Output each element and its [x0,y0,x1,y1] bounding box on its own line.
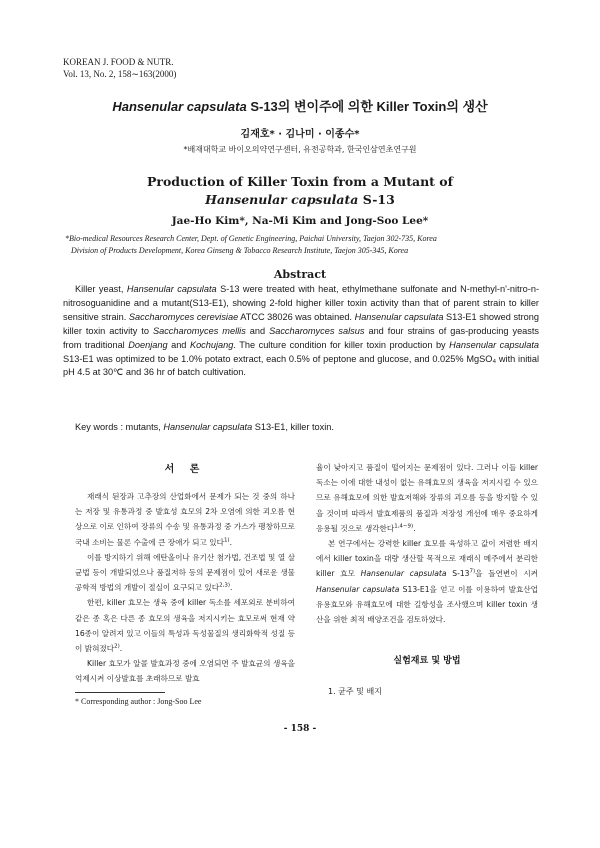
abstract-text: and four strains of gas-producing yeasts from traditional [63,325,540,350]
abstract-species: Hansenular capsulata [449,339,539,350]
keywords-rest: S13-E1, killer toxin. [252,422,334,432]
citation: 2) [114,643,120,650]
affiliation-line2: Division of Products Development, Korea Ginseng & Tobacco Research Institute, Taejon 305-345, Korea [71,246,409,255]
korean-title-rest: S-13의 변이주에 의한 Killer Toxin의 생산 [246,99,488,114]
keywords [63,422,539,432]
methods-heading: 실험재료 및 방법 [393,656,461,667]
abstract-text: ATCC 38026 was obtained. [238,311,355,322]
korean-affiliation: *배재대학교 바이오의약연구센터, 유전공학과, 한국인삼연초연구원 [183,145,417,154]
citation: 7) [469,568,476,575]
paragraph-text: 한편, killer 효모는 생육 중에 killer 독소를 세포외로 분비하여 같은 종 혹은 다른 종 효모의 생육을 저지시키는 효모로써 현재 약 16종이 알려져 있고 이들의 특성과 독성물질의 생리화학적 성질 등이 밝혀졌다 [75,598,295,654]
abstract-term: Doenjang [128,339,168,350]
citation: 1) [223,537,230,544]
methods-subsection: 1. 균주 및 배지 [328,687,382,697]
left-column [75,460,295,687]
paragraph-text: 이를 방지하기 위해 에탄올이나 유기산 첨가법, 건조법 및 열 살균법 등이 개발되었으나 품질저하 등의 문제점이 있어 새로운 생물공학적 방법의 개발이 절실이 요구되고 있다 [75,552,295,593]
page-number: - 158 - [283,724,317,734]
english-title-species: Hansenular capsulata [205,192,359,207]
intro-paragraph-2 [75,550,295,596]
intro-paragraph-1 [75,489,295,550]
paragraph-text: 재래식 된장과 고추장의 산업화에서 문제가 되는 것 중의 하나는 저장 및 유통과정 중 발효성 효모의 2차 오염에 의한 괴오름 현상으로 이로 인하여 장류의 수송 및 유통과정 중 가스가 팽창하므로 국내 소비는 물론 수출에 큰 장애가 되고 있다 [75,492,295,547]
species-name: Hansenular capsulata [360,569,447,579]
abstract-species: Saccharomyces salsus [269,325,365,336]
abstract-text: Killer yeast, [75,284,127,294]
abstract-body [63,283,539,380]
abstract-text: . The culture condition for killer toxin production by [233,339,450,350]
english-authors: Jae-Ho Kim*, Na-Mi Kim and Jong-Soo Lee* [171,215,429,227]
paragraph-text: S-13 [446,569,470,579]
citation: 1,4∼9) [394,523,414,530]
abstract-heading: Abstract [273,268,327,281]
abstract-text: S13-E1 showed strong killer toxin activity to [63,311,540,336]
paragraph-text: . [413,523,416,533]
citation: 2,3) [219,582,231,589]
abstract-term: Kochujang [189,339,234,350]
korean-title-species: Hansenular capsulata [112,99,247,114]
abstract-text: and [245,325,270,336]
abstract-text: S13-E1 was optimized to be 1.0% potato extract, each 0.5% of peptone and glucose, and 0.025% MgSO₄ with initial pH 4.5 at 30℃ and 36 hr of batch cultivation. [63,353,539,378]
paragraph-text: 율이 낮아지고 품질이 떨어지는 문제점이 있다. 그러나 이들 killer 독소는 이에 대한 내성이 없는 유해효모의 생육을 저지시킬 수 있으므로 유해효모에 의한 발효저해와 장류의 괴오름 등을 방지할 수 있을 것이며 따라서 발효제품의 품질과 저장성 개선에 매우 중요하게 응용될 것으로 생각한다 [316,463,538,533]
english-title-line2 [0,192,600,207]
journal-volume: Vol. 13, No. 2, 158∼163(2000) [63,69,177,79]
journal-header [63,56,176,80]
abstract-species: Hansenular capsulata [354,311,444,322]
abstract-species: Hansenular capsulata [126,284,217,294]
english-affiliation [65,233,540,257]
paragraph-text: . [229,537,233,547]
paragraph-text: 본 연구에서는 강력한 killer 효모를 육성하고 값이 저렴한 배지에서 killer toxin을 대량 생산할 목적으로 재래식 메주에서 분리한 killer 효모 [316,539,538,579]
right-column [316,460,538,697]
footnote: * Corresponding author : Jong-Soo Lee [75,697,202,706]
right-paragraph-2 [316,536,538,627]
intro-paragraph-3 [75,595,295,656]
paragraph-text: . [119,644,123,654]
english-title-line1: Production of Killer Toxin from a Mutant of [146,174,454,189]
korean-title [0,96,600,115]
affiliation-line1: *Bio-medical Resources Research Center, Dept. of Genetic Engineering, Paichai University, Taejon 302-735, Korea [65,234,437,243]
abstract-text: S-13 were treated with heat, ethylmethane sulfonate and N-methyl-n'-nitro-n-nitrosoguanidine and a mutant(S13-E1), showing 2-fold higher killer toxin activity than that of parent strain to killer sensitive strain. [63,284,539,322]
abstract-species: Saccharomyces mellis [152,325,246,336]
intro-heading: 서 론 [164,464,206,475]
species-name: Hansenular capsulata [316,584,400,594]
abstract-species: Saccharomyces cerevisiae [128,311,239,322]
english-title-strain: S-13 [358,192,395,207]
intro-paragraph-4: Killer 효모가 알콜 발효과정 중에 오염되면 주 발효균의 생육을 억제시켜 이상발효를 초래하므로 발효 [75,659,295,684]
keywords-species: Hansenular capsulata [163,422,253,432]
footnote-divider [75,692,165,693]
korean-authors: 김재호* · 김나미 · 이종수* [240,129,360,140]
keywords-label: Key words : mutants, [75,422,164,432]
abstract-text: and [167,339,190,350]
journal-name: KOREAN J. FOOD & NUTR. [63,57,174,67]
paragraph-text: S13-E1을 얻고 이를 이용하여 발효산업 유용효모와 유해효모에 대한 길항성을 조사했으며 killer toxin 생산을 위한 최적 배양조건을 검토하였다. [316,584,538,625]
paragraph-text: . [230,583,233,593]
right-paragraph-1 [316,460,538,536]
paragraph-text: 을 돌연변이 시켜 [475,569,538,579]
